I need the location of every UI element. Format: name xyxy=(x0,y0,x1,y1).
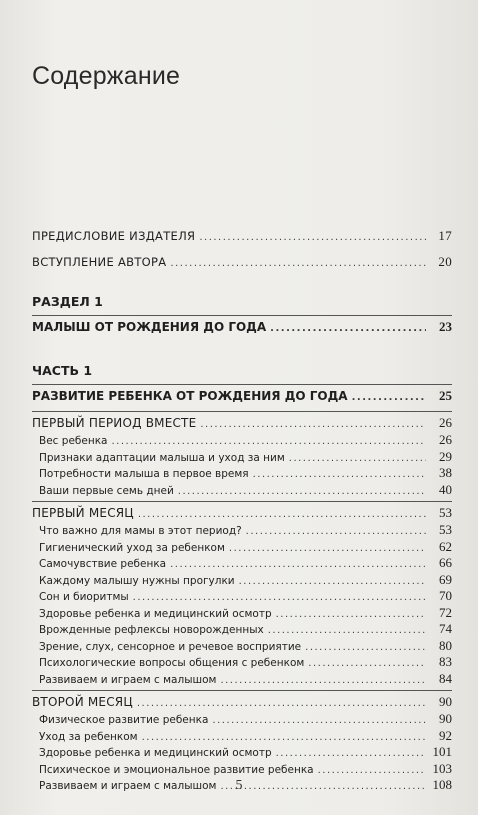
leader-dots xyxy=(270,323,426,334)
leader-dots xyxy=(137,698,426,709)
table-of-contents xyxy=(32,228,452,794)
leader-dots xyxy=(142,732,426,743)
toc-entry-page: 80 xyxy=(439,637,452,653)
toc-entry-page: 53 xyxy=(439,522,452,537)
toc-entry-page: 84 xyxy=(439,670,452,686)
toc-entry-item[interactable] xyxy=(32,482,452,499)
toc-entry-label: ВСТУПЛЕНИЕ АВТОРА xyxy=(32,255,167,269)
part-divider xyxy=(32,384,452,385)
toc-entry-period[interactable] xyxy=(32,505,452,522)
leader-dots xyxy=(305,642,426,653)
toc-entry-label: ПЕРВЫЙ ПЕРИОД ВМЕСТЕ xyxy=(32,416,197,430)
page-number: 5 xyxy=(235,778,243,793)
toc-entry-item[interactable] xyxy=(32,621,452,638)
leader-dots xyxy=(276,609,426,620)
toc-entry-page: 25 xyxy=(439,388,452,403)
toc-entry-label: Здоровье ребенка и медицинский осмотр xyxy=(39,747,272,759)
toc-entry-page: 90 xyxy=(439,694,452,709)
toc-entry-section-1[interactable] xyxy=(32,319,452,339)
leader-dots xyxy=(212,715,426,726)
toc-entry-label: Врожденные рефлексы новорожденных xyxy=(39,624,264,636)
toc-entry-label: Самочувствие ребенка xyxy=(39,558,167,570)
section-divider xyxy=(32,315,452,316)
toc-entry-item[interactable] xyxy=(32,605,452,622)
toc-entry-item[interactable] xyxy=(32,465,452,482)
toc-entry-label: Гигиенический уход за ребенком xyxy=(39,541,225,554)
toc-entry-item[interactable] xyxy=(32,744,452,761)
toc-entry-page: 92 xyxy=(439,727,452,743)
part-heading: ЧАСТЬ 1 xyxy=(32,363,93,378)
toc-entry-page: 103 xyxy=(432,760,452,776)
period-divider xyxy=(32,501,452,502)
toc-entry-item[interactable] xyxy=(32,432,452,449)
toc-entry-item[interactable] xyxy=(32,588,452,605)
toc-entry-page: 70 xyxy=(439,588,452,603)
toc-entry-page: 26 xyxy=(439,432,452,447)
toc-entry-page: 101 xyxy=(432,744,452,759)
leader-dots xyxy=(308,658,426,669)
toc-entry-page: 26 xyxy=(439,415,452,430)
toc-entry-item[interactable] xyxy=(32,638,452,655)
toc-entry-page: 69 xyxy=(439,571,452,587)
toc-entry-label: РАЗВИТИЕ РЕБЕНКА ОТ РОЖДЕНИЯ ДО ГОДА xyxy=(32,389,348,403)
period-divider xyxy=(32,411,452,412)
toc-entry-item[interactable] xyxy=(32,761,452,778)
toc-entry-page: 23 xyxy=(439,319,452,334)
toc-entry-page: 40 xyxy=(439,481,452,497)
toc-entry-label: Здоровье ребенка и медицинский осмотр xyxy=(39,607,272,620)
leader-dots xyxy=(170,559,426,570)
toc-entry-label: ПЕРВЫЙ МЕСЯЦ xyxy=(32,506,134,520)
toc-entry-label: Физическое развитие ребенка xyxy=(39,714,209,726)
page-title: Содержание xyxy=(32,62,181,90)
toc-entry-item[interactable] xyxy=(32,671,452,688)
toc-entry-page: 90 xyxy=(439,711,452,726)
toc-entry-page: 62 xyxy=(439,538,452,554)
toc-entry-label: Ваши первые семь дней xyxy=(39,484,174,497)
toc-entry-label: Признаки адаптации малыша и уход за ним xyxy=(39,451,285,464)
leader-dots xyxy=(239,576,426,587)
toc-entry-publisher-preface[interactable] xyxy=(32,228,452,254)
leader-dots xyxy=(200,419,426,430)
toc-entry-page: 74 xyxy=(439,621,452,636)
leader-dots xyxy=(138,509,426,520)
leader-dots xyxy=(178,486,426,497)
toc-entry-item[interactable] xyxy=(32,654,452,671)
leader-dots xyxy=(318,765,426,776)
toc-entry-item[interactable] xyxy=(32,728,452,745)
toc-entry-item[interactable] xyxy=(32,572,452,589)
toc-entry-page: 29 xyxy=(439,448,452,464)
leader-dots xyxy=(289,453,426,464)
leader-dots xyxy=(133,592,426,603)
toc-entry-label: Уход за ребенком xyxy=(39,730,138,743)
toc-entry-page: 38 xyxy=(439,465,452,480)
toc-entry-item[interactable] xyxy=(32,539,452,556)
toc-entry-label: ПРЕДИСЛОВИЕ ИЗДАТЕЛЯ xyxy=(32,229,196,243)
leader-dots xyxy=(253,469,426,480)
toc-entry-page: 17 xyxy=(438,228,452,243)
toc-entry-label: Зрение, слух, сенсорное и речевое восприятие xyxy=(39,640,302,653)
leader-dots xyxy=(268,625,426,636)
leader-dots xyxy=(170,258,426,269)
toc-entry-label: ВТОРОЙ МЕСЯЦ xyxy=(32,695,133,709)
toc-entry-item[interactable] xyxy=(32,711,452,728)
toc-entry-page: 53 xyxy=(439,505,452,520)
toc-entry-label: Потребности малыша в первое время xyxy=(39,468,249,480)
leader-dots xyxy=(246,526,426,537)
toc-entry-label: Сон и биоритмы xyxy=(39,591,129,603)
toc-entry-label: Психологические вопросы общения с ребенком xyxy=(39,657,305,669)
toc-entry-page: 108 xyxy=(432,777,452,792)
toc-entry-page: 66 xyxy=(439,555,452,570)
toc-entry-label: Развиваем и играем с малышом xyxy=(39,780,217,792)
toc-entry-author-intro[interactable] xyxy=(32,254,452,280)
toc-entry-item[interactable] xyxy=(32,449,452,466)
leader-dots xyxy=(199,232,426,243)
toc-entry-page: 83 xyxy=(439,654,452,669)
toc-entry-page: 20 xyxy=(438,254,452,269)
toc-entry-page: 72 xyxy=(439,604,452,620)
toc-entry-item[interactable] xyxy=(32,555,452,572)
toc-entry-label: Психическое и эмоциональное развитие ребенка xyxy=(39,763,314,776)
toc-entry-part-1[interactable] xyxy=(32,388,452,408)
toc-entry-label: Вес ребенка xyxy=(39,435,108,447)
leader-dots xyxy=(111,436,426,447)
toc-entry-label: Что важно для мамы в этот период? xyxy=(39,525,242,537)
leader-dots xyxy=(276,748,426,759)
toc-entry-label: Развиваем и играем с малышом xyxy=(39,673,217,686)
leader-dots xyxy=(352,392,426,403)
leader-dots xyxy=(229,543,426,554)
toc-entry-period[interactable] xyxy=(32,694,452,711)
section-heading: РАЗДЕЛ 1 xyxy=(32,294,103,309)
period-divider xyxy=(32,690,452,691)
toc-entry-label: МАЛЫШ ОТ РОЖДЕНИЯ ДО ГОДА xyxy=(32,320,267,334)
toc-entry-item[interactable] xyxy=(32,522,452,539)
toc-entry-label: Каждому малышу нужны прогулки xyxy=(39,574,235,587)
toc-entry-period[interactable] xyxy=(32,415,452,432)
leader-dots xyxy=(220,675,426,686)
